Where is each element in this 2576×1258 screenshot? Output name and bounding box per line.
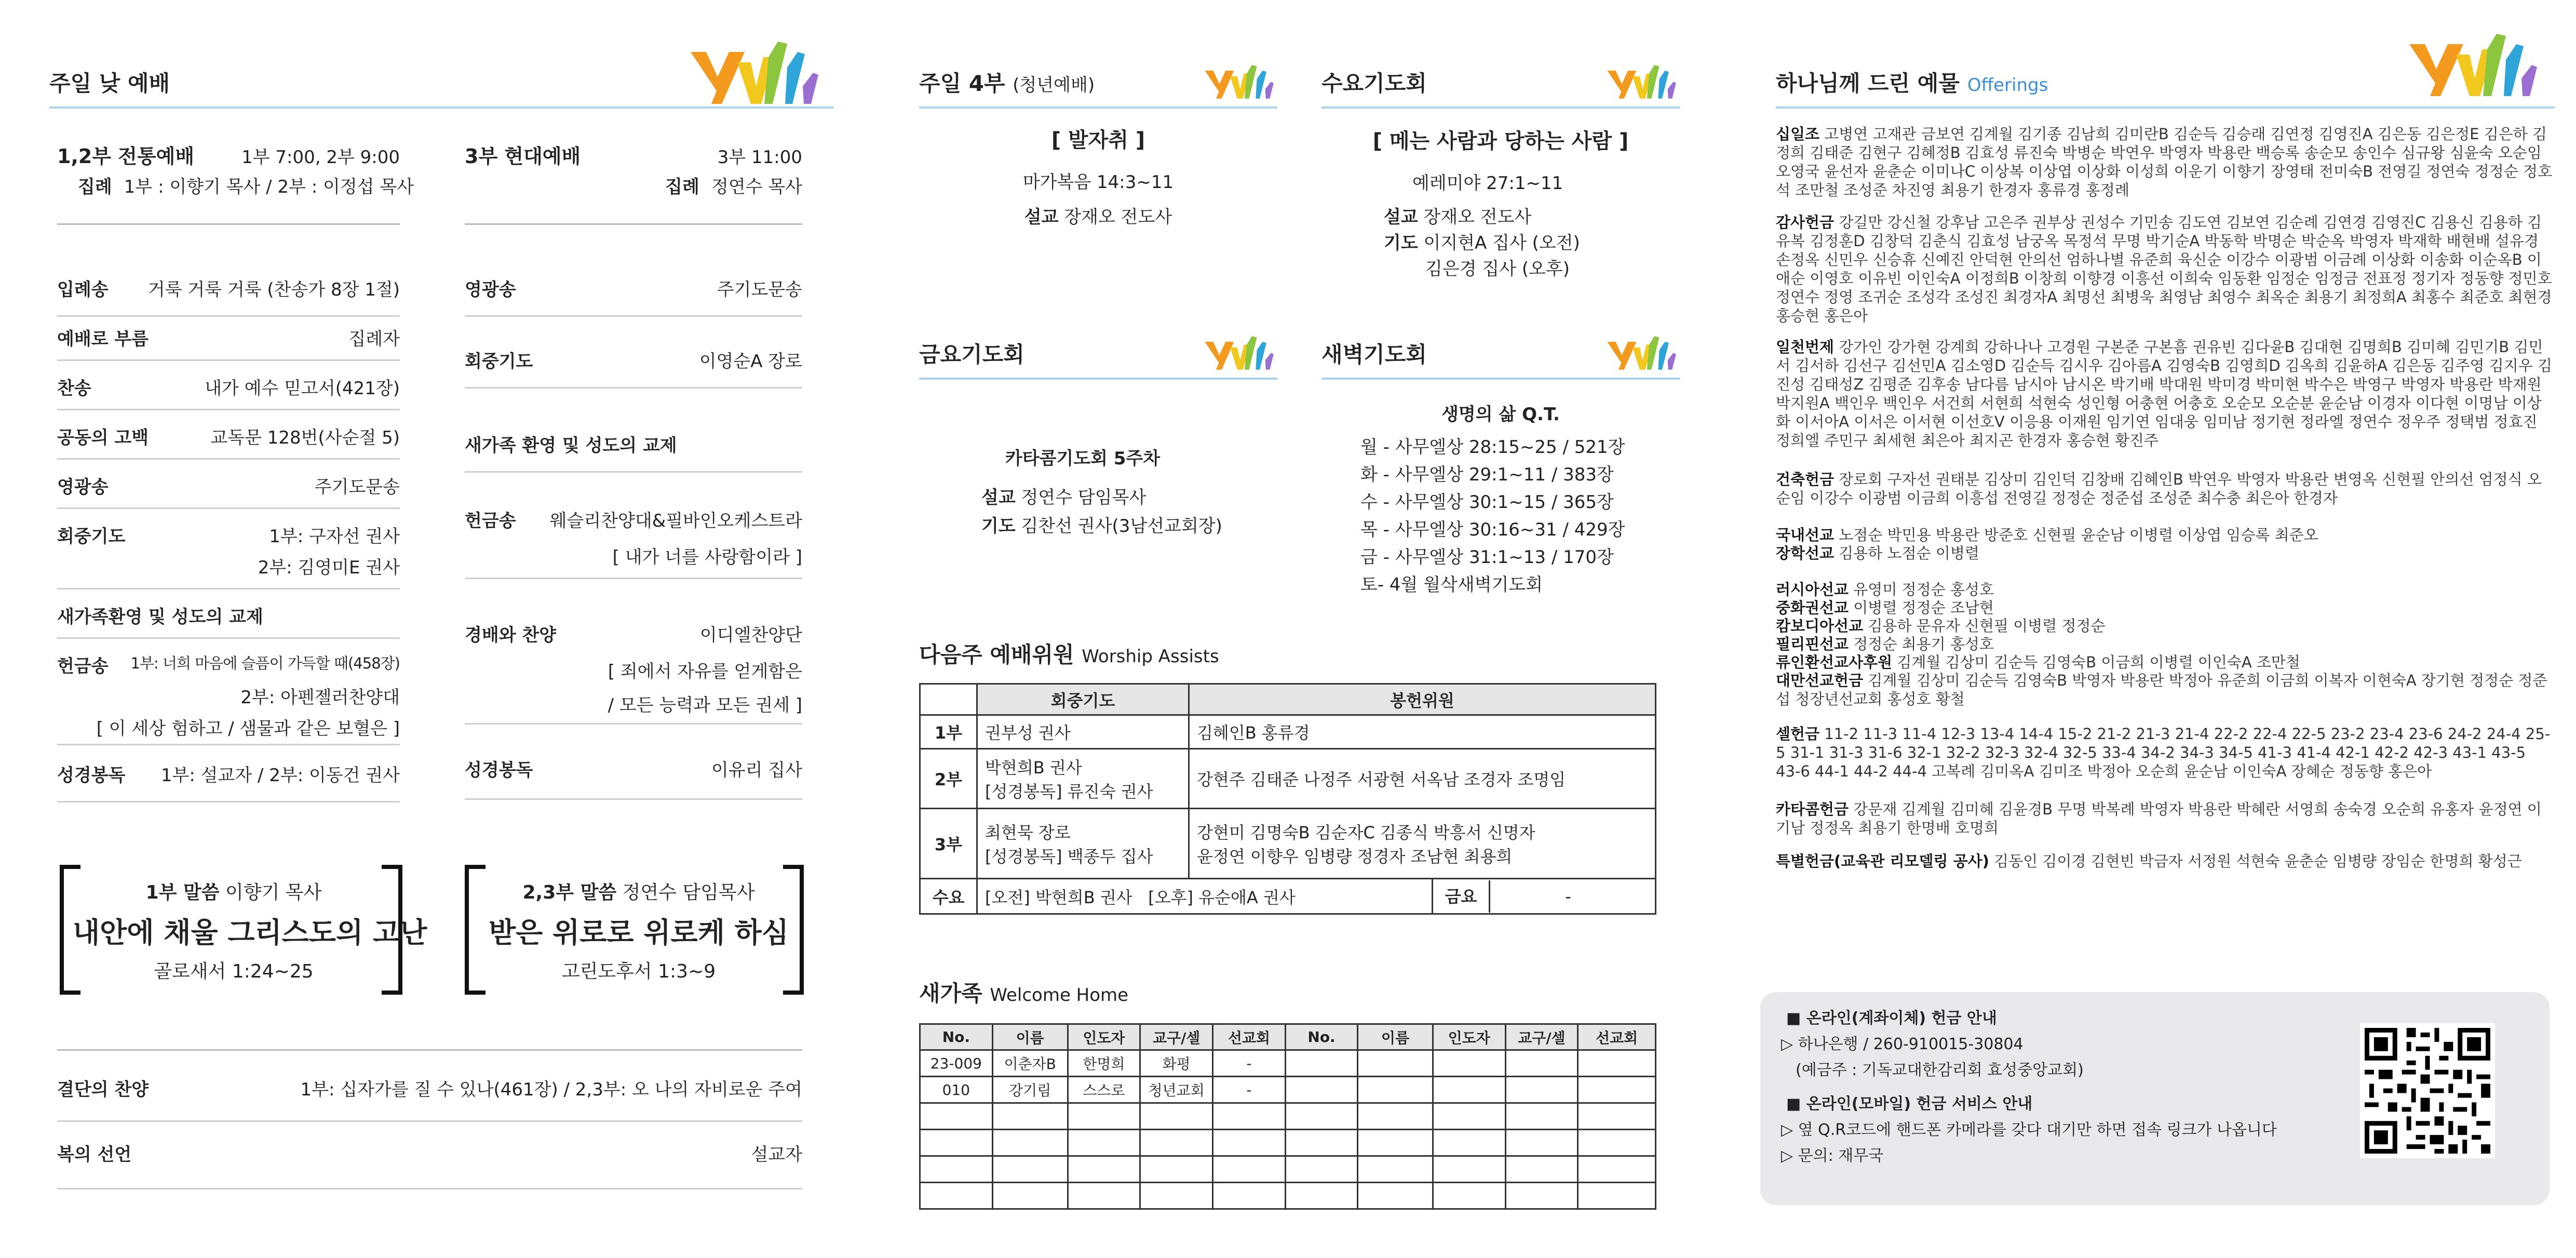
item-label: 경배와 찬양 [465, 625, 557, 646]
dawn-list [1360, 434, 1625, 599]
table-cell [1578, 1156, 1656, 1183]
offerings-subtitle: Offerings [1967, 75, 2048, 96]
cell-line: [오후] 유순애A 권사 [1148, 887, 1296, 907]
table-cell [1578, 1050, 1656, 1077]
table-cell: 010 [920, 1077, 993, 1103]
offering-names: 유영미 정정순 홍성호 [1853, 581, 1994, 598]
service-title: 3부 현대예배 [465, 145, 581, 168]
order-item [57, 325, 400, 361]
order-item [465, 621, 802, 725]
offering-label: 건축헌금 [1776, 471, 1835, 488]
item-label: 헌금송 [465, 511, 516, 531]
table-cell: 강기림 [992, 1077, 1068, 1103]
church-logo-icon [1202, 331, 1275, 375]
table-cell: 2부 [920, 749, 977, 809]
church-logo-icon [1604, 60, 1677, 104]
table-cell [1578, 1183, 1656, 1209]
table-cell [1285, 1077, 1358, 1103]
offering-label: 셀헌금 [1776, 725, 1820, 743]
item-value: 1부: 너희 마음에 슬픔이 가득할 때(458장) [130, 654, 400, 672]
item-label: 헌금송 [57, 656, 109, 677]
offering-block [1776, 580, 2555, 599]
table-cell: 강현주 김태준 나정주 서광현 서옥남 조경자 조명임 [1189, 749, 1656, 809]
order-item [57, 603, 400, 639]
offering-label: 대만선교헌금 [1776, 672, 1864, 689]
table-cell [992, 1130, 1068, 1156]
item-value: 1부: 구자선 권사 [269, 526, 400, 547]
prayer-label: 기도 [1384, 233, 1418, 253]
table-row [920, 715, 1656, 749]
dawn-title: 새벽기도회 [1321, 342, 1427, 367]
item-label: 공동의 고백 [57, 427, 149, 448]
order-item [465, 431, 802, 473]
table-header: 인도자 [1433, 1024, 1505, 1050]
table-cell [1578, 1077, 1656, 1103]
table-cell [1433, 1103, 1505, 1130]
item-value: 1부: 십자가를 질 수 있나(461장) / 2,3부: 오 나의 자비로운 주여 [300, 1079, 802, 1100]
cell-line: 최현묵 장로 [985, 823, 1071, 842]
offering-names: 김용하 문유자 신현필 이병렬 정정순 [1868, 617, 2106, 635]
offering-block [1776, 800, 2555, 837]
offering-label: 캄보디아선교 [1776, 617, 1864, 635]
sermon-title: [ 메는 사람과 당하는 사람 ] [1372, 129, 1629, 153]
preacher-value: 장재오 전도사 [1423, 207, 1532, 227]
table-cell [1433, 1077, 1505, 1103]
item-label: 회중기도 [57, 526, 126, 547]
welcome-table [919, 1023, 1656, 1210]
table-cell [1433, 1130, 1505, 1156]
item-value: 이유리 집사 [711, 760, 802, 781]
order-item [57, 761, 400, 802]
table-row [920, 749, 1656, 809]
item-label: 새가족환영 및 성도의 교제 [57, 607, 263, 627]
table-cell [1285, 1130, 1358, 1156]
table-cell [1189, 809, 1656, 879]
table-cell [1433, 1183, 1505, 1209]
sermon-title: [ 발자취 ] [1051, 128, 1145, 152]
sermon-preacher: 이향기 목사 [225, 882, 322, 903]
offering-label: 러시아선교 [1776, 581, 1849, 598]
item-value: / 모든 능력과 모든 권세 ] [608, 695, 802, 716]
offering-label: 중화권선교 [1776, 599, 1849, 617]
offering-names: 이병렬 정정순 조남현 [1853, 599, 1994, 617]
youth-title-text: 주일 4부 [919, 71, 1005, 96]
cell-line: 금요 [1433, 880, 1490, 913]
table-cell [1068, 1156, 1140, 1183]
panel-line: ▷ 하나은행 / 260-910015-30804 [1781, 1035, 2024, 1053]
item-label: 복의 선언 [57, 1144, 132, 1165]
table-cell [1578, 1130, 1656, 1156]
prayer-value: 이지현A 집사 (오전) [1423, 233, 1580, 253]
item-label: 성경봉독 [465, 760, 533, 781]
lead-value: 정연수 목사 [711, 177, 802, 197]
order-item [57, 473, 400, 509]
prayer-label: 기도 [981, 516, 1016, 537]
offering-block [1776, 526, 2555, 544]
welcome-title-text: 새가족 [919, 981, 982, 1006]
item-value: [ 죄에서 자유를 얻게함은 [608, 661, 802, 682]
order-item [465, 756, 802, 800]
item-value: 집례자 [348, 329, 400, 350]
table-cell [920, 1156, 993, 1183]
offering-block [1776, 544, 2555, 563]
table-row [920, 1103, 1656, 1130]
divider [919, 378, 1277, 380]
table-cell [1358, 1050, 1433, 1077]
offering-block [1776, 125, 2555, 199]
table-cell: 수요 [920, 879, 977, 914]
dawn-line: 목 - 사무엘상 30:16~31 / 429장 [1360, 519, 1625, 540]
table-row [920, 1183, 1656, 1209]
table-cell [992, 1103, 1068, 1130]
item-value: 이영순A 장로 [699, 351, 802, 372]
offering-block [1776, 635, 2555, 653]
order-item [57, 374, 400, 410]
offering-label: 장학선교 [1776, 544, 1835, 562]
table-cell: 김혜인B 홍류경 [1189, 715, 1656, 749]
church-logo-icon [2404, 23, 2539, 106]
table-cell [977, 879, 1433, 914]
offering-names: 노점순 박민용 박용란 방준호 신현필 윤순남 이병렬 이상엽 임승록 최준오 [1839, 526, 2318, 544]
table-cell: 화평 [1140, 1050, 1213, 1077]
sermon-reference: 골로새서 1:24~25 [154, 961, 314, 982]
preacher-value: 정연수 담임목사 [1021, 487, 1147, 508]
order-item [465, 275, 802, 317]
offering-label: 십일조 [1776, 125, 1820, 143]
sermon-preacher: 정연수 담임목사 [622, 882, 755, 903]
offering-block [1776, 213, 2555, 325]
preacher-label: 설교 [981, 487, 1016, 508]
divider [919, 106, 1277, 109]
table-cell [1433, 879, 1656, 914]
sermon-reference: 마가복음 14:3~11 [1022, 172, 1174, 193]
table-cell [1285, 1103, 1358, 1130]
divider [49, 106, 833, 109]
order-item [465, 506, 802, 579]
prayer-value: 김은경 집사 (오후) [1425, 259, 1570, 279]
table-cell [1505, 1103, 1578, 1130]
item-label: 영광송 [465, 279, 516, 300]
table-header: 교구/셀 [1140, 1024, 1213, 1050]
table-cell [1140, 1130, 1213, 1156]
item-value: 2부: 김영미E 권사 [258, 557, 400, 578]
item-value: 교독문 128번(사순절 5) [210, 427, 400, 448]
table-cell [1358, 1130, 1433, 1156]
table-cell [1505, 1077, 1578, 1103]
item-value: 이디엘찬양단 [699, 625, 802, 646]
table-cell [1213, 1183, 1286, 1209]
table-cell [1213, 1103, 1286, 1130]
table-cell [1285, 1050, 1358, 1077]
table-header: 선교회 [1578, 1024, 1656, 1050]
offering-names: 강길만 강신철 강후남 고은주 권부상 권성수 기민송 김도연 김보연 김순례 김연경 김영진C 김용신 김용하 김유복 김정훈D 김창덕 김춘식 김효성 남궁옥 목정석 무명 박기순A 박동학 박명순 박순옥 박영자 박재학 배현배 설유경 손정옥 신민우 신승휴 신예진 안덕현 안의선 엄하나별 유준희 육신순 이강수 이광범 이금례 이상화 이송화 이순옥B 이애순 이영호 이유빈 이인숙A 이정희B 이창희 이향경 이흥선 이희숙 임동환 임정순 임정금 전표정 정기자 정동향 정민호 정연수 정영 조귀순 조성각 조성진 최경자A 최명선 최병욱 최영남 최영수 최옥순 최용기 최정희A 최홍수 최준호 최현경 홍승현 홍은아 [1776, 213, 2552, 325]
item-label: 성경봉독 [57, 765, 126, 786]
table-row [920, 1050, 1656, 1077]
offering-names: 김계월 김상미 김순득 김영숙B 박영자 박용란 박정아 유준희 이금희 이복자 이현숙A 장기현 정정순 정준섭 청장년선교회 홍성호 황철 [1776, 672, 2547, 708]
item-value: 주기도문송 [717, 279, 802, 300]
sermon-2 [478, 878, 800, 983]
table-cell: 3부 [920, 809, 977, 879]
sermon-title: 받은 위로로 위로케 하심 [488, 916, 789, 949]
online-offering-panel [1760, 992, 2550, 1205]
dawn-line: 토- 4월 월삭새벽기도회 [1360, 574, 1543, 595]
sermon-part: 1부 말씀 [145, 882, 220, 903]
offering-block [1776, 852, 2555, 871]
sermon-part: 2,3부 말씀 [522, 882, 617, 903]
table-row [920, 1077, 1656, 1103]
table-cell [977, 809, 1189, 879]
item-value: 웨슬리찬양대&필바인오케스트라 [549, 511, 802, 531]
divider [465, 223, 802, 225]
sermon-title: 내안에 채울 그리스도의 고난 [73, 916, 427, 949]
table-cell: 권부성 권사 [977, 715, 1189, 749]
cell-line: [오전] 박현희B 권사 [985, 887, 1132, 907]
cell-line: 강현미 김명숙B 김순자C 김종식 박흥서 신명자 [1197, 823, 1535, 842]
panel-heading: ■ 온라인(계좌이체) 헌금 안내 [1786, 1009, 1997, 1027]
offering-label: 필리핀선교 [1776, 635, 1849, 653]
offerings-title-text: 하나님께 드린 예물 [1776, 71, 1960, 96]
item-value: 내가 예수 믿고서(421장) [205, 378, 400, 399]
welcome-title [919, 976, 1128, 1008]
table-cell: 청년교회 [1140, 1077, 1213, 1103]
order-item [57, 1140, 802, 1189]
table-cell [977, 749, 1189, 809]
cell-line: [성경봉독] 백종두 집사 [985, 847, 1153, 866]
table-cell: 23-009 [920, 1050, 993, 1077]
table-cell [1285, 1156, 1358, 1183]
table-cell: - [1213, 1050, 1286, 1077]
divider [1776, 106, 2555, 109]
table-cell [1358, 1183, 1433, 1209]
dawn-line: 화 - 사무엘상 29:1~11 / 383장 [1360, 464, 1614, 485]
youth-block [919, 124, 1277, 228]
dawn-line: 금 - 사무엘상 31:1~13 / 170장 [1360, 547, 1614, 568]
table-cell: 이춘자B [992, 1050, 1068, 1077]
lead-value: 1부 : 이향기 목사 / 2부 : 이정섭 목사 [124, 177, 414, 197]
item-label: 예배로 부름 [57, 329, 149, 350]
item-label: 입례송 [57, 279, 109, 300]
table-cell [1358, 1156, 1433, 1183]
offering-names: 정정순 최용기 홍성호 [1853, 635, 1994, 653]
item-label: 결단의 찬양 [57, 1079, 149, 1100]
item-value: 1부: 설교자 / 2부: 이동건 권사 [160, 765, 400, 786]
order-item [57, 652, 400, 745]
service-time: 3부 11:00 [717, 147, 802, 168]
offering-block [1776, 470, 2555, 507]
table-cell [1505, 1130, 1578, 1156]
youth-subtitle: (청년예배) [1013, 75, 1095, 96]
dawn-line: 월 - 사무엘상 28:15~25 / 521장 [1360, 437, 1625, 458]
table-cell [1140, 1103, 1213, 1130]
divider [57, 223, 400, 225]
table-header: 이름 [992, 1024, 1068, 1050]
table-cell: 1부 [920, 715, 977, 749]
item-label: 찬송 [57, 378, 91, 399]
cell-line: 박현희B 권사 [985, 758, 1082, 778]
table-header: 이름 [1358, 1024, 1433, 1050]
dawn-line: 수 - 사무엘상 30:1~15 / 365장 [1360, 492, 1614, 513]
assist-table [919, 683, 1656, 915]
church-logo-icon [1202, 60, 1275, 104]
item-label: 영광송 [57, 477, 109, 498]
offering-label: 국내선교 [1776, 526, 1835, 544]
table-header: No. [1285, 1024, 1358, 1050]
offering-label: 특별헌금(교육관 리모델링 공사) [1776, 852, 1989, 870]
offering-label: 감사헌금 [1776, 213, 1835, 231]
table-header: 인도자 [1068, 1024, 1140, 1050]
prayer-value: 김찬선 권사(3남선교회장) [1021, 516, 1222, 537]
table-cell [1068, 1103, 1140, 1130]
table-cell [920, 1103, 993, 1130]
sermon-reference: 고린도후서 1:3~9 [561, 961, 716, 982]
church-logo-icon [685, 36, 820, 109]
table-cell [1068, 1183, 1140, 1209]
service-title: 1,2부 전통예배 [57, 145, 195, 168]
table-cell [1068, 1130, 1140, 1156]
item-label: 회중기도 [465, 351, 533, 372]
table-cell: 스스로 [1068, 1077, 1140, 1103]
order-item [57, 522, 400, 590]
assist-title [919, 638, 1219, 669]
cell-line: 윤정연 이향우 임병량 정경자 조남현 최용희 [1197, 847, 1513, 866]
item-value: 2부: 아펜젤러찬양대 [240, 687, 400, 708]
table-cell [1433, 1156, 1505, 1183]
table-cell [1358, 1077, 1433, 1103]
wed-title: 수요기도회 [1321, 71, 1427, 96]
offerings-title [1776, 66, 2048, 98]
table-cell [1213, 1130, 1286, 1156]
assist-title-text: 다음주 예배위원 [919, 642, 1074, 667]
qt-title: 생명의 삶 Q.T. [1441, 404, 1560, 425]
sermon-1 [73, 878, 427, 983]
service-time: 1부 7:00, 2부 9:00 [241, 147, 400, 168]
lead-label: 집례 [78, 177, 112, 197]
panel-line: (예금주 : 기독교대한감리회 효성중앙교회) [1796, 1061, 2084, 1079]
offering-block [1776, 725, 2555, 781]
offering-names: 김동인 김이경 김현빈 박금자 서정원 석현숙 윤춘순 임병량 장임순 한명희 황성근 [1994, 852, 2522, 870]
item-label: 새가족 환영 및 성도의 교제 [465, 435, 677, 456]
offering-names: 강가인 강가현 강계희 강하나나 고경원 구본준 구본흠 권유빈 김다윤B 김대현 김명희B 김미혜 김민기B 김민서 김서하 김선구 김선민A 김소영D 김순득 김시우 김아름A 김영숙B 김영희D 김옥희 김윤하A 김은동 김주영 김지우 김진성 김태성Z 김평준 김후송 남다름 남시아 남시온 박기배 박대원 박미경 박미현 박수은 박영구 박영자 박용란 박재원 박지원A 백인우 백인우 서건희 서현희 석현숙 성인형 어충현 어충호 오순모 오순분 윤순남 이경자 이다현 이명남 이상화 이서아A 이서은 이서현 이선호V 이응용 이재원 임기연 임대웅 임미남 정기현 정라엘 정연수 정우주 정택범 정효진 정희엘 주민구 최세현 최은아 최지곤 한경자 홍승현 황진주 [1776, 338, 2552, 449]
panel-line: ▷ 옆 Q.R코드에 핸드폰 카메라를 갖다 대기만 하면 접속 링크가 나옵니다 [1781, 1121, 2277, 1139]
offering-label: 카타콤헌금 [1776, 800, 1849, 818]
table-cell [1285, 1183, 1358, 1209]
table-header: 교구/셀 [1505, 1024, 1578, 1050]
divider [1321, 378, 1680, 380]
preacher-value: 장재오 전도사 [1064, 207, 1172, 227]
table-row [920, 1130, 1656, 1156]
cell-line: [성경봉독] 류진숙 권사 [985, 782, 1153, 801]
preacher-label: 설교 [1024, 207, 1059, 227]
youth-title [919, 66, 1095, 98]
table-row [920, 809, 1656, 879]
fri-line: 카타콤기도회 5주차 [1005, 448, 1161, 469]
offering-block [1776, 338, 2555, 450]
offering-block [1776, 671, 2555, 708]
table-row [920, 879, 1656, 914]
offering-block [1776, 653, 2555, 672]
table-cell [1505, 1183, 1578, 1209]
table-cell [992, 1156, 1068, 1183]
table-row [920, 1156, 1656, 1183]
table-corner [920, 684, 977, 715]
offering-names: 강문재 김계월 김미혜 김윤경B 무명 박복례 박영자 박용란 박혜란 서영희 송숙경 오순희 유홍자 윤정연 이기남 정정옥 최용기 한명배 호명희 [1776, 800, 2542, 837]
offering-names: 김용하 노점순 이병렬 [1839, 544, 1979, 562]
fri-title: 금요기도회 [919, 342, 1024, 367]
table-cell [1213, 1156, 1286, 1183]
offering-label: 류인환선교사후원 [1776, 653, 1893, 671]
table-cell [1140, 1183, 1213, 1209]
assist-subtitle: Worship Assists [1082, 646, 1219, 667]
offering-names: 11-2 11-3 11-4 12-3 13-4 14-4 15-2 21-2 21-3 21-4 22-2 22-4 22-5 23-2 23-4 23-6 24-2 24-4 25-5 31-1 31-3 31-6 32-1 32-2 32-3 32-4 32-5 33-4 34-2 34-3 34-5 41-3 41-4 42-1 42-2 42-3 43-1 43-5 43-6 44-1 44-2 44-4 고복례 김미옥A 김미조 박정아 오순희 윤순남 이인숙A 장혜순 정동향 홍은아 [1776, 725, 2551, 780]
item-value: [ 이 세상 험하고 / 샘물과 같은 보혈은 ] [96, 718, 400, 739]
table-header: No. [920, 1024, 993, 1050]
table-cell [1578, 1103, 1656, 1130]
table-cell [1505, 1156, 1578, 1183]
order-item [465, 347, 802, 389]
offering-names: 김계월 김상미 김순득 김영숙B 이금희 이병렬 이인숙A 조만철 [1897, 653, 2300, 671]
divider [57, 1049, 802, 1051]
offering-block [1776, 617, 2555, 635]
table-cell [992, 1183, 1068, 1209]
table-header: 선교회 [1213, 1024, 1286, 1050]
table-cell [920, 1130, 993, 1156]
item-value: 거룩 거룩 거룩 (찬송가 8장 1절) [147, 279, 400, 300]
table-header: 봉헌위원 [1189, 684, 1656, 715]
offering-label: 일천번제 [1776, 338, 1835, 356]
table-cell: - [1213, 1077, 1286, 1103]
table-cell [1140, 1156, 1213, 1183]
offering-names: 장로회 구자선 권태분 김상미 김인덕 김창배 김혜인B 박연우 박영자 박용란 변영옥 신현필 안의선 엄정식 오순임 이강수 이광범 이금희 이흥섭 전영길 정정순 정준섭 조성준 최수충 최은아 한경자 [1776, 471, 2542, 507]
worship-title: 주일 낮 예배 [49, 71, 170, 96]
welcome-subtitle: Welcome Home [990, 985, 1129, 1006]
item-value: 설교자 [751, 1144, 802, 1165]
panel-line: ▷ 문의: 재무국 [1781, 1147, 1884, 1165]
order-item [57, 423, 400, 460]
offering-block [1776, 598, 2555, 617]
table-cell: 한명희 [1068, 1050, 1140, 1077]
table-cell [1433, 1050, 1505, 1077]
order-item [57, 1075, 802, 1122]
qr-code-icon[interactable] [2360, 1023, 2495, 1158]
table-cell [1505, 1050, 1578, 1077]
offering-names: 고병연 고재관 금보연 김계월 김기종 김남희 김미란B 김순득 김승래 김연정 김영진A 김은동 김은정E 김은하 김정희 김태준 김현구 김혜정B 김효성 류진숙 박병순 박연우 박영자 박용란 백승록 송순모 송인수 심규왕 심윤숙 오순임 오영국 윤선자 윤춘순 이미나C 이상복 이상엽 이상화 이성희 이운기 이향기 장영태 전미숙B 전영길 정연숙 정정순 정호석 조만철 조성준 차진영 최용기 한경자 홍류경 홍정례 [1776, 125, 2553, 199]
sermon-reference: 예레미야 27:1~11 [1412, 173, 1563, 194]
preacher-label: 설교 [1384, 207, 1418, 227]
cell-line: - [1565, 886, 1571, 906]
item-value: [ 내가 너를 사랑함이라 ] [612, 547, 802, 568]
item-value: 주기도문송 [314, 477, 400, 498]
panel-heading: ■ 온라인(모바일) 헌금 서비스 안내 [1786, 1095, 2033, 1113]
table-header: 회중기도 [977, 684, 1189, 715]
lead-label: 집례 [665, 177, 699, 197]
order-item [57, 275, 400, 317]
church-logo-icon [1604, 331, 1677, 375]
table-cell [920, 1183, 993, 1209]
table-cell [1358, 1103, 1433, 1130]
divider [1321, 106, 1680, 109]
